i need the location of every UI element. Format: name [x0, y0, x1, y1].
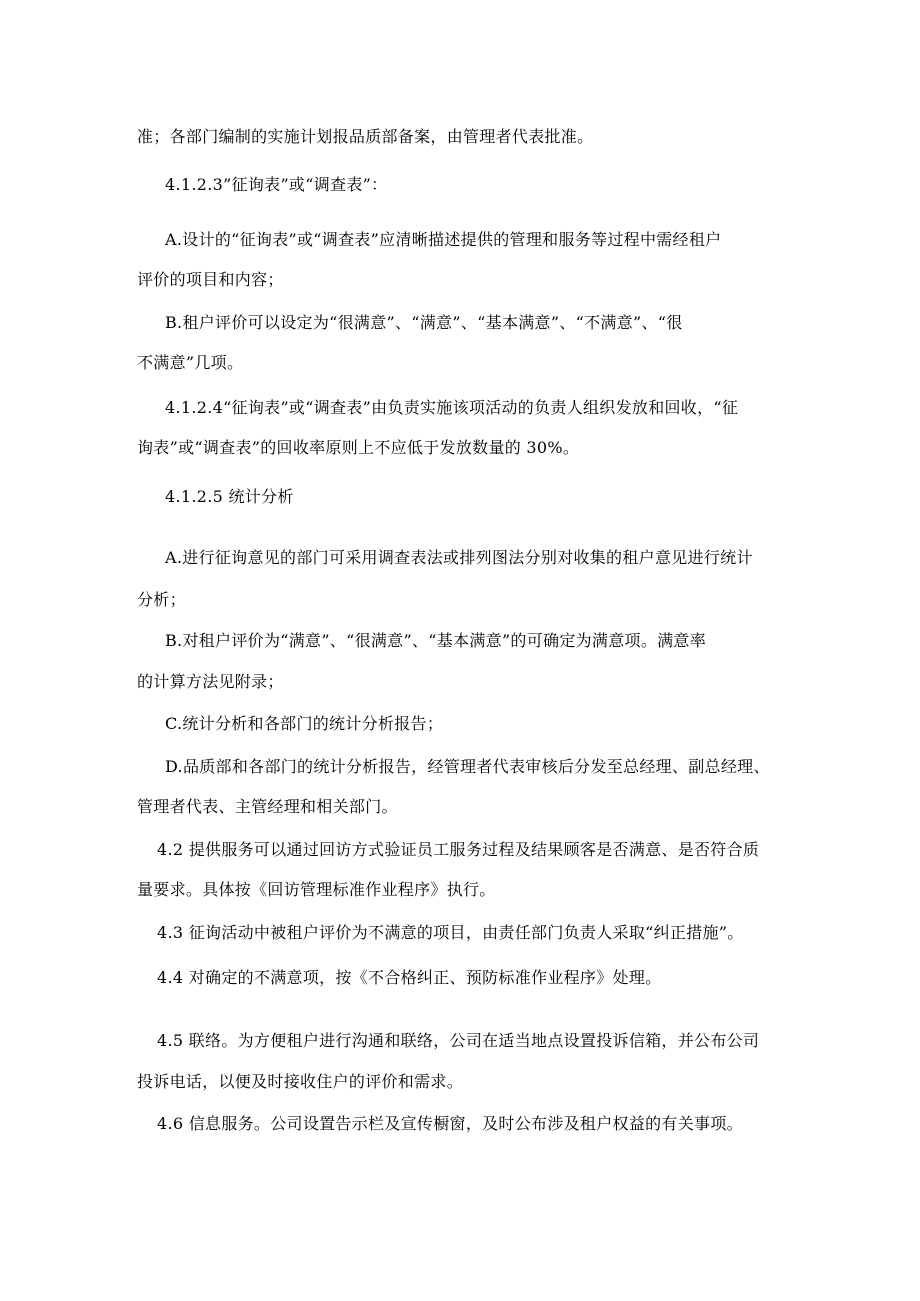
- text-line: 4.4 对确定的不满意项，按《不合格纠正、预防标准作业程序》处理。: [157, 968, 662, 987]
- text-line: 4.5 联络。为方便租户进行沟通和联络，公司在适当地点设置投诉信箱，并公布公司: [157, 1031, 760, 1050]
- text-line: 4.6 信息服务。公司设置告示栏及宣传橱窗，及时公布涉及租户权益的有关事项。: [157, 1114, 743, 1133]
- text-line: D.品质部和各部门的统计分析报告，经管理者代表审核后分发至总经理、副总经理、: [165, 757, 770, 776]
- text-line: B.租户评价可以设定为“很满意”、“满意”、“基本满意”、“不满意”、“很: [165, 313, 683, 332]
- text-line: 4.3 征询活动中被租户评价为不满意的项目，由责任部门负责人采取“纠正措施”。: [157, 923, 744, 942]
- text-line: 4.2 提供服务可以通过回访方式验证员工服务过程及结果顾客是否满意、是否符合质: [157, 840, 760, 859]
- text-line: 评价的项目和内容；: [137, 270, 284, 289]
- text-line: 准；各部门编制的实施计划报品质部备案，由管理者代表批准。: [137, 127, 594, 146]
- section-heading: 4.1.2.3”征询表”或“调查表”：: [165, 175, 388, 194]
- text-line: 投诉电话，以便及时接收住户的评价和需求。: [137, 1072, 464, 1091]
- text-line: 的计算方法见附录；: [137, 672, 284, 691]
- text-line: 管理者代表、主管经理和相关部门。: [137, 797, 398, 816]
- text-line: A.设计的“征询表”或“调查表”应清晰描述提供的管理和服务等过程中需经租户: [165, 230, 722, 249]
- text-line: 询表”或“调查表”的回收率原则上不应低于发放数量的 30%。: [137, 438, 580, 457]
- text-line: 量要求。具体按《回访管理标准作业程序》执行。: [137, 880, 496, 899]
- text-line: B.对租户评价为“满意”、“很满意”、“基本满意”的可确定为满意项。满意率: [165, 631, 707, 650]
- text-line: C.统计分析和各部门的统计分析报告；: [165, 714, 444, 733]
- text-line: A.进行征询意见的部门可采用调查表法或排列图法分别对收集的租户意见进行统计: [165, 548, 753, 567]
- section-heading: 4.1.2.5 统计分析: [165, 487, 294, 506]
- text-line: 不满意”几项。: [137, 353, 244, 372]
- text-line: 分析；: [137, 590, 186, 609]
- text-line: 4.1.2.4“征询表”或“调查表”由负责实施该项活动的负责人组织发放和回收，“征: [165, 398, 739, 417]
